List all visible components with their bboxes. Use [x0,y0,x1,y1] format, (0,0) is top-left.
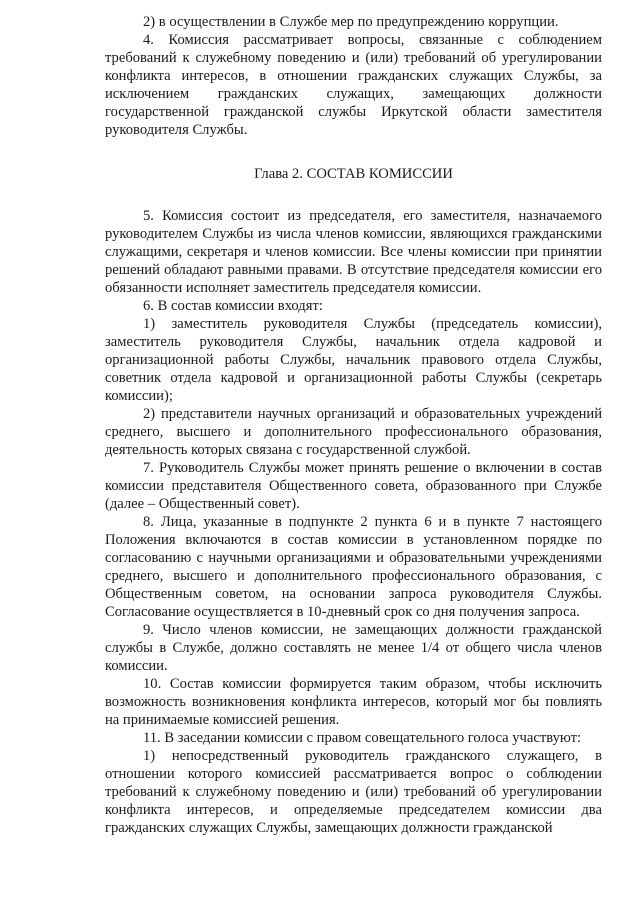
paragraph-8: 8. Лица, указанные в подпункте 2 пункта 6 и в пункте 7 настоящего Положения включаются в состав комиссии в установленном порядке по согласованию с научными организациями и образовательными учреждениями среднего, высшего и дополнительного профессионального образования, с Общественным советом, на основании запроса руководителя Службы. Согласование осуществляется в 10-дневный срок со дня получения запроса. [105,514,602,620]
chapter-heading: Глава 2. СОСТАВ КОМИССИИ [254,166,453,182]
paragraph-7: 7. Руководитель Службы может принять решение о включении в состав комиссии представителя Общественного совета, образованного при Службе (далее – Общественный совет). [105,460,602,512]
paragraph-11-item-1: 1) непосредственный руководитель гражданского служащего, в отношении которого комиссией рассматривается вопрос о соблюдении требований к служебному поведению и (или) требований об урегулировании конфликта интересов, и определяемые председателем комиссии два гражданских служащих Службы, замещающих должности гражданской [105,748,602,836]
paragraph-5: 5. Комиссия состоит из председателя, его заместителя, назначаемого руководителем Службы из числа членов комиссии, являющихся гражданскими служащими, секретаря и членов комиссии. Все члены комиссии при принятии решений обладают равными правами. В отсутствие председателя комиссии его обязанности исполняет заместитель председателя комиссии. [105,208,602,296]
paragraph-item-2: 2) в осуществлении в Службе мер по предупреждению коррупции. [143,14,559,30]
paragraph-9: 9. Число членов комиссии, не замещающих должности гражданской службы в Службе, должно составлять не менее 1/4 от общего числа членов комиссии. [105,622,602,674]
document-body [105,13,602,837]
paragraph-10: 10. Состав комиссии формируется таким образом, чтобы исключить возможность возникновения конфликта интересов, который мог бы повлиять на принимаемые комиссией решения. [105,676,602,728]
paragraph-11: 11. В заседании комиссии с правом совещательного голоса участвуют: [143,730,582,746]
paragraph-6-item-2: 2) представители научных организаций и образовательных учреждений среднего, высшего и дополнительного профессионального образования, деятельность которых связана с государственной службой. [105,406,602,458]
paragraph-4: 4. Комиссия рассматривает вопросы, связанные с соблюдением требований к служебному поведению и (или) требований об урегулировании конфликта интересов, в отношении гражданских служащих Службы, за исключением гражданских служащих, замещающих должности государственной гражданской службы Иркутской области заместителя руководителя Службы. [105,32,602,138]
paragraph-6-item-1: 1) заместитель руководителя Службы (председатель комиссии), заместитель руководителя Службы, начальник отдела кадровой и организационной работы Службы, начальник правового отдела Службы, советник отдела кадровой и организационной работы Службы (секретарь комиссии); [105,316,602,404]
paragraph-6: 6. В состав комиссии входят: [143,298,323,314]
